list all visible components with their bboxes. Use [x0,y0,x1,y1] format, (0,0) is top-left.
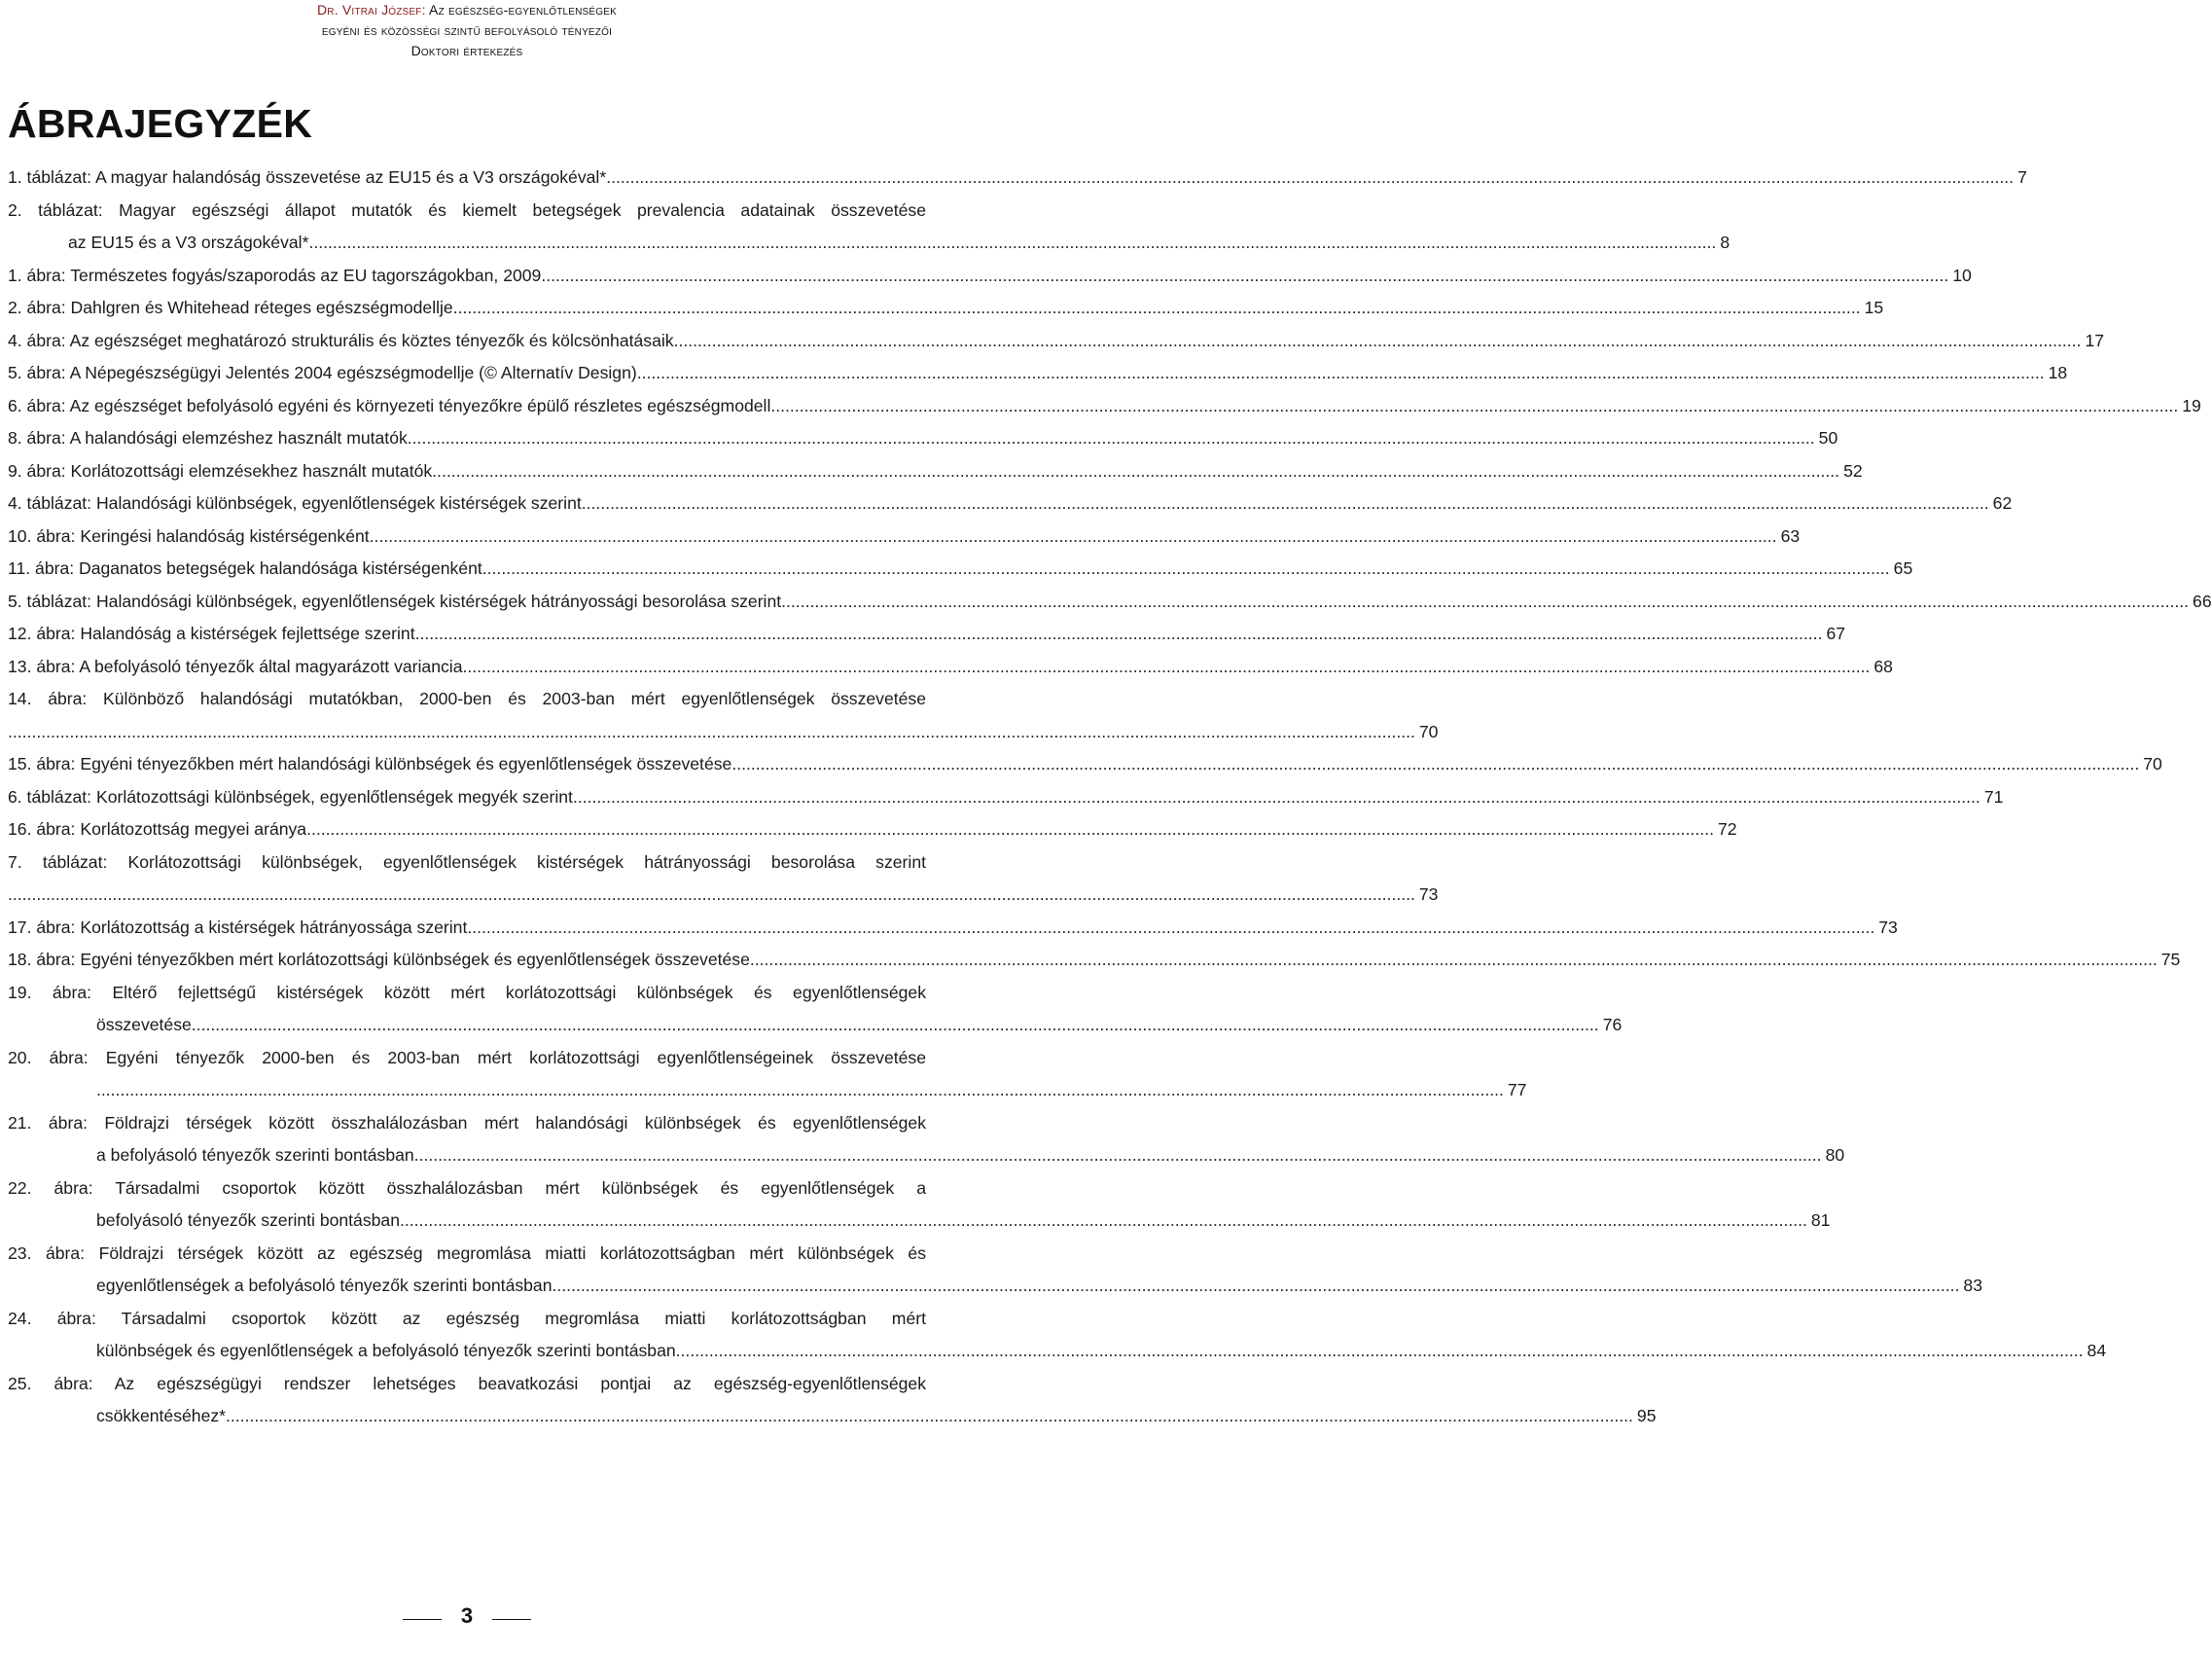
toc-leader-dots [96,1074,1504,1107]
toc-entry[interactable] [8,162,2027,195]
toc-entry[interactable] [8,292,1884,325]
toc-entry-text-line2: befolyásoló tényezők szerinti bontásban [96,1210,400,1230]
toc-entry-text: 18. ábra: Egyéni tényezőkben mért korlátozottsági különbségek és egyenlőtlenségek összevetése [8,950,750,969]
toc-page-number: 15 [1864,298,1884,317]
toc-leader-dots [432,455,1839,488]
toc-entry-text-line1: 20. ábra: Egyéni tényezők 2000-ben és 2003-ban mért korlátozottsági egyenlőtlenségeinek összevetése [8,1047,926,1067]
header-line-author [0,0,934,20]
toc-page-number: 95 [1636,1406,1657,1425]
toc-entry-text: 9. ábra: Korlátozottsági elemzésekhez használt mutatók [8,460,433,481]
toc-leader-dots [453,292,1861,325]
toc-entry-text: 1. ábra: Természetes fogyás/szaporodás az EU tagországokban, 2009 [8,265,542,285]
toc-entry-text: 4. táblázat: Halandósági különbségek, egyenlőtlenségek kistérségek szerint [8,493,582,513]
toc-entry[interactable] [8,1042,1527,1107]
toc-entry-text: 4. ábra: Az egészséget meghatározó strukturális és köztes tényezők és kölcsönhatásaik [8,330,674,350]
toc-entry-text: 10. ábra: Keringési halandóság kistérségenként [8,525,370,546]
toc-entry-text-line1: 25. ábra: Az egészségügyi rendszer lehetséges beavatkozási pontjai az egészség-egyenlőtlenségek [8,1373,926,1393]
toc-entry[interactable] [8,586,2212,619]
page-number: 3 [460,1603,474,1628]
footer-rule-left [403,1619,442,1620]
toc-leader-dots [370,521,1777,554]
toc-entry-text-line1: 24. ábra: Társadalmi csoportok között az egészség megromlása miatti korlátozottságban mért [8,1308,926,1328]
header-line-subtitle: egyéni és közösségi szintű befolyásoló tényezői [321,22,613,38]
toc-page-number: 18 [2048,363,2068,382]
toc-leader-dots [8,716,1415,749]
toc-page-number: 70 [2143,754,2162,774]
toc-entry-text-line1: 19. ábra: Eltérő fejlettségű kistérségek között mért korlátozottsági különbségek és egyenlőtlenségek [8,982,926,1002]
toc-entry-text: 1. táblázat: A magyar halandóság összevetése az EU15 és a V3 országokéval* [8,167,607,187]
toc-page-number: 77 [1507,1080,1527,1099]
toc-leader-dots [467,912,1874,945]
toc-leader-dots [781,586,2189,619]
header-line-doc-type: Doktori értekezés [410,43,523,58]
toc-page-number: 62 [1992,493,2013,513]
toc-page-number: 72 [1717,819,1737,839]
toc-entry[interactable] [8,357,2068,390]
toc-entry-text: 17. ábra: Korlátozottság a kistérségek hátrányossága szerint [8,917,468,937]
toc-entry-text: 16. ábra: Korlátozottság megyei aránya [8,819,307,839]
toc-entry-text-line1: 23. ábra: Földrajzi térségek között az egészség megromlása miatti korlátozottságban mért különbségek és [8,1242,926,1263]
toc-page-number: 65 [1893,558,1913,578]
toc-entry[interactable] [8,260,1972,293]
toc-leader-dots [8,879,1415,912]
toc-entry-text: 6. ábra: Az egészséget befolyásoló egyéni és környezeti tényezőkre épülő részletes egészségmodell [8,395,771,415]
toc-leader-dots [750,944,2158,977]
toc-entry[interactable] [8,748,2162,781]
toc-leader-dots [415,618,1823,651]
toc-entry[interactable] [8,683,1439,748]
toc-entry-text-line2: a befolyásoló tényezők szerinti bontásban [96,1145,414,1165]
toc-entry[interactable] [8,1107,1845,1172]
table-of-figures [8,162,2212,1433]
toc-page-number: 50 [1818,428,1838,448]
toc-entry[interactable] [8,390,2201,423]
toc-page-number: 68 [1873,656,1893,676]
toc-entry-text: 2. ábra: Dahlgren és Whitehead réteges egészségmodellje [8,298,453,317]
page-title: ÁBRAJEGYZÉK [8,101,313,146]
toc-entry-text: 15. ábra: Egyéni tényezőkben mért halandósági különbségek és egyenlőtlenségek összevetése [8,754,732,774]
toc-leader-dots [408,422,1815,455]
toc-leader-dots [553,1270,1960,1303]
toc-leader-dots [676,1335,2084,1368]
toc-entry[interactable] [8,195,1730,260]
toc-entry-text: 12. ábra: Halandóság a kistérségek fejlettsége szerint [8,624,415,643]
toc-entry[interactable] [8,455,1863,488]
toc-page-number: 8 [1720,233,1730,252]
toc-page-number: 80 [1825,1145,1845,1165]
toc-entry-text: 5. táblázat: Halandósági különbségek, egyenlőtlenségek kistérségek hátrányossági besorolása szerint [8,591,782,611]
toc-entry[interactable] [8,781,2004,814]
toc-entry-text: 8. ábra: A halandósági elemzéshez használt mutatók [8,428,408,448]
footer-rule-right [492,1619,531,1620]
toc-entry[interactable] [8,422,1838,455]
running-header [0,0,934,61]
toc-entry[interactable] [8,325,2105,358]
toc-page-number: 70 [1418,721,1439,741]
toc-leader-dots [414,1139,1822,1172]
toc-entry-text-line1: 21. ábra: Földrajzi térségek között összhalálozásban mért halandósági különbségek és egyenlőtlenségek [8,1112,926,1133]
toc-entry-text: 11. ábra: Daganatos betegségek halandósága kistérségenként [8,558,482,578]
toc-page-number: 81 [1810,1210,1831,1230]
toc-entry[interactable] [8,651,1893,684]
toc-entry[interactable] [8,977,1623,1042]
toc-entry[interactable] [8,553,1913,586]
toc-leader-dots [573,781,1980,814]
toc-entry-text-line2: az EU15 és a V3 országokéval* [68,233,309,252]
toc-entry[interactable] [8,521,1801,554]
toc-page-number: 19 [2182,395,2201,415]
toc-entry-text-line2: összevetése [96,1015,192,1034]
toc-page-number: 73 [1418,884,1439,904]
toc-entry[interactable] [8,846,1439,912]
toc-leader-dots [541,260,1948,293]
toc-entry[interactable] [8,1368,1657,1433]
toc-page-number: 66 [2193,591,2212,611]
toc-page-number: 73 [1878,917,1898,937]
toc-entry-text: 6. táblázat: Korlátozottsági különbségek, egyenlőtlenségek megyék szerint [8,786,573,807]
toc-entry-text: 5. ábra: A Népegészségügyi Jelentés 2004 egészségmodellje (© Alternatív Design) [8,363,637,382]
toc-leader-dots [770,390,2178,423]
toc-entry-text-line1: 7. táblázat: Korlátozottsági különbségek, egyenlőtlenségek kistérségek hátrányossági besorolása szerint [8,851,926,872]
header-dissertation-title: Az egészség-egyenlőtlenségek [429,2,618,18]
toc-page-number: 71 [1983,786,2004,807]
toc-entry-text-line1: 22. ábra: Társadalmi csoportok között összhalálozásban mért különbségek és egyenlőtlenségek a [8,1177,926,1198]
toc-leader-dots [674,325,2082,358]
toc-leader-dots [400,1205,1807,1238]
toc-entry[interactable] [8,1303,2107,1368]
toc-entry-text-line2: csökkentéséhez* [96,1406,227,1425]
toc-entry[interactable] [8,912,1898,945]
toc-leader-dots [192,1009,1599,1042]
toc-page-number: 63 [1780,525,1801,546]
toc-page-number: 17 [2085,330,2105,350]
toc-entry[interactable] [8,944,2181,977]
toc-page-number: 7 [2017,167,2027,187]
toc-entry-text-line2: egyenlőtlenségek a befolyásoló tényezők szerinti bontásban [96,1276,553,1295]
toc-leader-dots [308,227,1716,260]
toc-page-number: 83 [1963,1276,1982,1295]
toc-page-number: 67 [1826,624,1846,643]
toc-entry-text-line1: 14. ábra: Különböző halandósági mutatókban, 2000-ben és 2003-ban mért egyenlőtlenségek összevetése [8,689,926,708]
toc-leader-dots [482,553,1890,586]
header-author-name: Dr. Vitrai József: [316,2,426,18]
toc-entry-text: 13. ábra: A befolyásoló tényezők által magyarázott variancia [8,656,463,676]
toc-entry[interactable] [8,618,1846,651]
toc-entry[interactable] [8,1172,1831,1238]
toc-entry[interactable] [8,1238,1982,1303]
toc-page-number: 52 [1843,460,1863,481]
toc-leader-dots [606,162,2014,195]
toc-leader-dots [731,748,2139,781]
toc-leader-dots [582,487,1989,521]
toc-entry-text-line1: 2. táblázat: Magyar egészségi állapot mutatók és kiemelt betegségek prevalencia adatainak összevetése [8,199,926,220]
toc-leader-dots [463,651,1871,684]
toc-leader-dots [226,1400,1633,1433]
toc-leader-dots [637,357,2045,390]
toc-entry-text-line2: különbségek és egyenlőtlenségek a befolyásoló tényezők szerinti bontásban [96,1341,676,1360]
toc-entry[interactable] [8,487,2013,521]
toc-page-number: 75 [2160,950,2181,969]
toc-page-number: 10 [1952,265,1972,285]
toc-page-number: 84 [2087,1341,2107,1360]
toc-page-number: 76 [1602,1015,1623,1034]
toc-leader-dots [306,813,1714,846]
toc-entry[interactable] [8,813,1737,846]
